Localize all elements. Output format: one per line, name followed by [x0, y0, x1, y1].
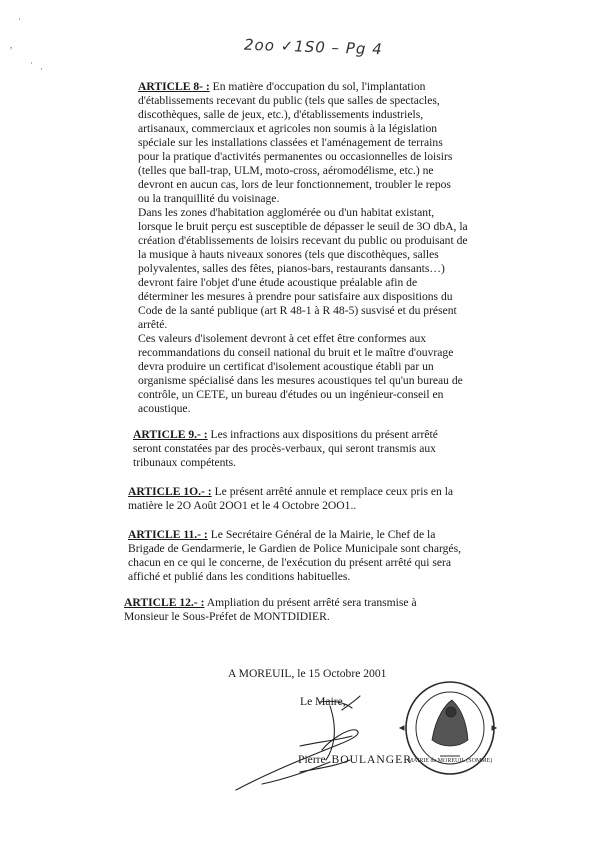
article-line: polyvalentes, salles des fêtes, pianos-bars, restaurants dansants…)	[138, 262, 445, 275]
article-line: seront constatées par des procès-verbaux, qui seront transmis aux	[133, 442, 436, 455]
article-line: Dans les zones d'habitation agglomérée ou d'un habitat existant,	[138, 206, 435, 219]
article-line: Le Secrétaire Général de la Mairie, le Chef de la	[210, 528, 436, 541]
place-date: A MOREUIL, le 15 Octobre 2001	[228, 667, 387, 680]
article-line: d'établissements recevant du public (tels que salles de spectacles,	[138, 94, 440, 107]
article-line: affiché et publié dans les conditions habituelles.	[128, 570, 351, 583]
article-line: Ampliation du présent arrêté sera transmise à	[206, 596, 417, 609]
article-line: création d'établissements de loisirs recevant du public ou produisant de	[138, 234, 468, 247]
article-line: la musique à hauts niveaux sonores (tels que discothèques, salles	[138, 248, 439, 261]
article-line: Le présent arrêté annule et remplace ceux pris en la	[214, 485, 454, 498]
article-line: contrôle, un CETE, un bureau d'études ou un ingénieur-conseil en	[138, 388, 444, 401]
article-heading: ARTICLE 9.- :	[133, 428, 208, 441]
signatory-last-name: BOULANGER	[331, 753, 412, 766]
article-line: devront faire l'objet d'une étude acoustique préalable afin de	[138, 276, 418, 289]
article-line: Code de la santé publique (art R 48-1 à R 48-5) susvisé et du présent	[138, 304, 457, 317]
scan-speck: ·	[30, 58, 33, 68]
article-line: Monsieur le Sous-Préfet de MONTDIDIER.	[124, 610, 330, 623]
article-line: tribunaux compétents.	[133, 456, 237, 469]
article-line: pour la pratique d'activités permanentes ou occasionnelles de loisirs	[138, 150, 453, 163]
handwritten-signature	[236, 696, 360, 790]
article-line: spéciale sur les installations classées et l'aménagement de terrains	[138, 136, 443, 149]
article-line: Les infractions aux dispositions du présent arrêté	[210, 428, 438, 441]
article-line: acoustique.	[138, 402, 191, 415]
article-line: (telles que ball-trap, ULM, moto-cross, aéromodélisme, etc.) ne	[138, 164, 434, 177]
article-line: devront en aucun cas, lors de leur fonctionnement, troubler le repos	[138, 178, 451, 191]
article-heading: ARTICLE 1O.- :	[128, 485, 212, 498]
article-line: artisanaux, commerciaux et agricoles non soumis à la législation	[138, 122, 438, 135]
article-line: déterminer les mesures à prendre pour satisfaire aux dispositions du	[138, 290, 453, 303]
scan-speck: ·	[40, 64, 43, 74]
article-line: discothèques, salle de jeux, etc.), d'établissements industriels,	[138, 108, 424, 121]
scan-speck: ,	[10, 40, 13, 50]
article-line: arrêté.	[138, 318, 168, 331]
article-heading: ARTICLE 11.- :	[128, 528, 208, 541]
signatory-first-name: Pierre	[298, 753, 326, 766]
article-line: devra produire un certificat d'isolement acoustique établi par un	[138, 360, 434, 373]
article-heading: ARTICLE 8- :	[138, 80, 210, 93]
article-line: recommandations du conseil national du bruit et le maître d'ouvrage	[138, 346, 454, 359]
article-line: organisme spécialisé dans les mesures acoustiques tel qu'un bureau de	[138, 374, 463, 387]
article-line: En matière d'occupation du sol, l'implantation	[212, 80, 426, 93]
handwritten-annotation: 2oo ✓1S0 – Pg 4	[243, 35, 384, 59]
article-heading: ARTICLE 12.- :	[124, 596, 205, 609]
article-line: lorsque le bruit perçu est susceptible de dépasser le seuil de 3O dbA, la	[138, 220, 468, 233]
stamp-text: MAIRIE de MOREUIL (SOMME)	[407, 758, 493, 764]
scan-speck: ·	[18, 14, 21, 24]
article-line: Ces valeurs d'isolement devront à cet effet être conformes aux	[138, 332, 427, 345]
article-line: matière le 2O Août 2OO1 et le 4 Octobre 2OO1..	[128, 499, 357, 512]
article-line: Brigade de Gendarmerie, le Gardien de Police Municipale sont chargés,	[128, 542, 461, 555]
article-line: chacun en ce qui le concerne, de l'exécution du présent arrêté qui sera	[128, 556, 452, 569]
signatory-title: Le Maire,	[300, 695, 346, 708]
article-line: ou la tranquillité du voisinage.	[138, 192, 280, 205]
